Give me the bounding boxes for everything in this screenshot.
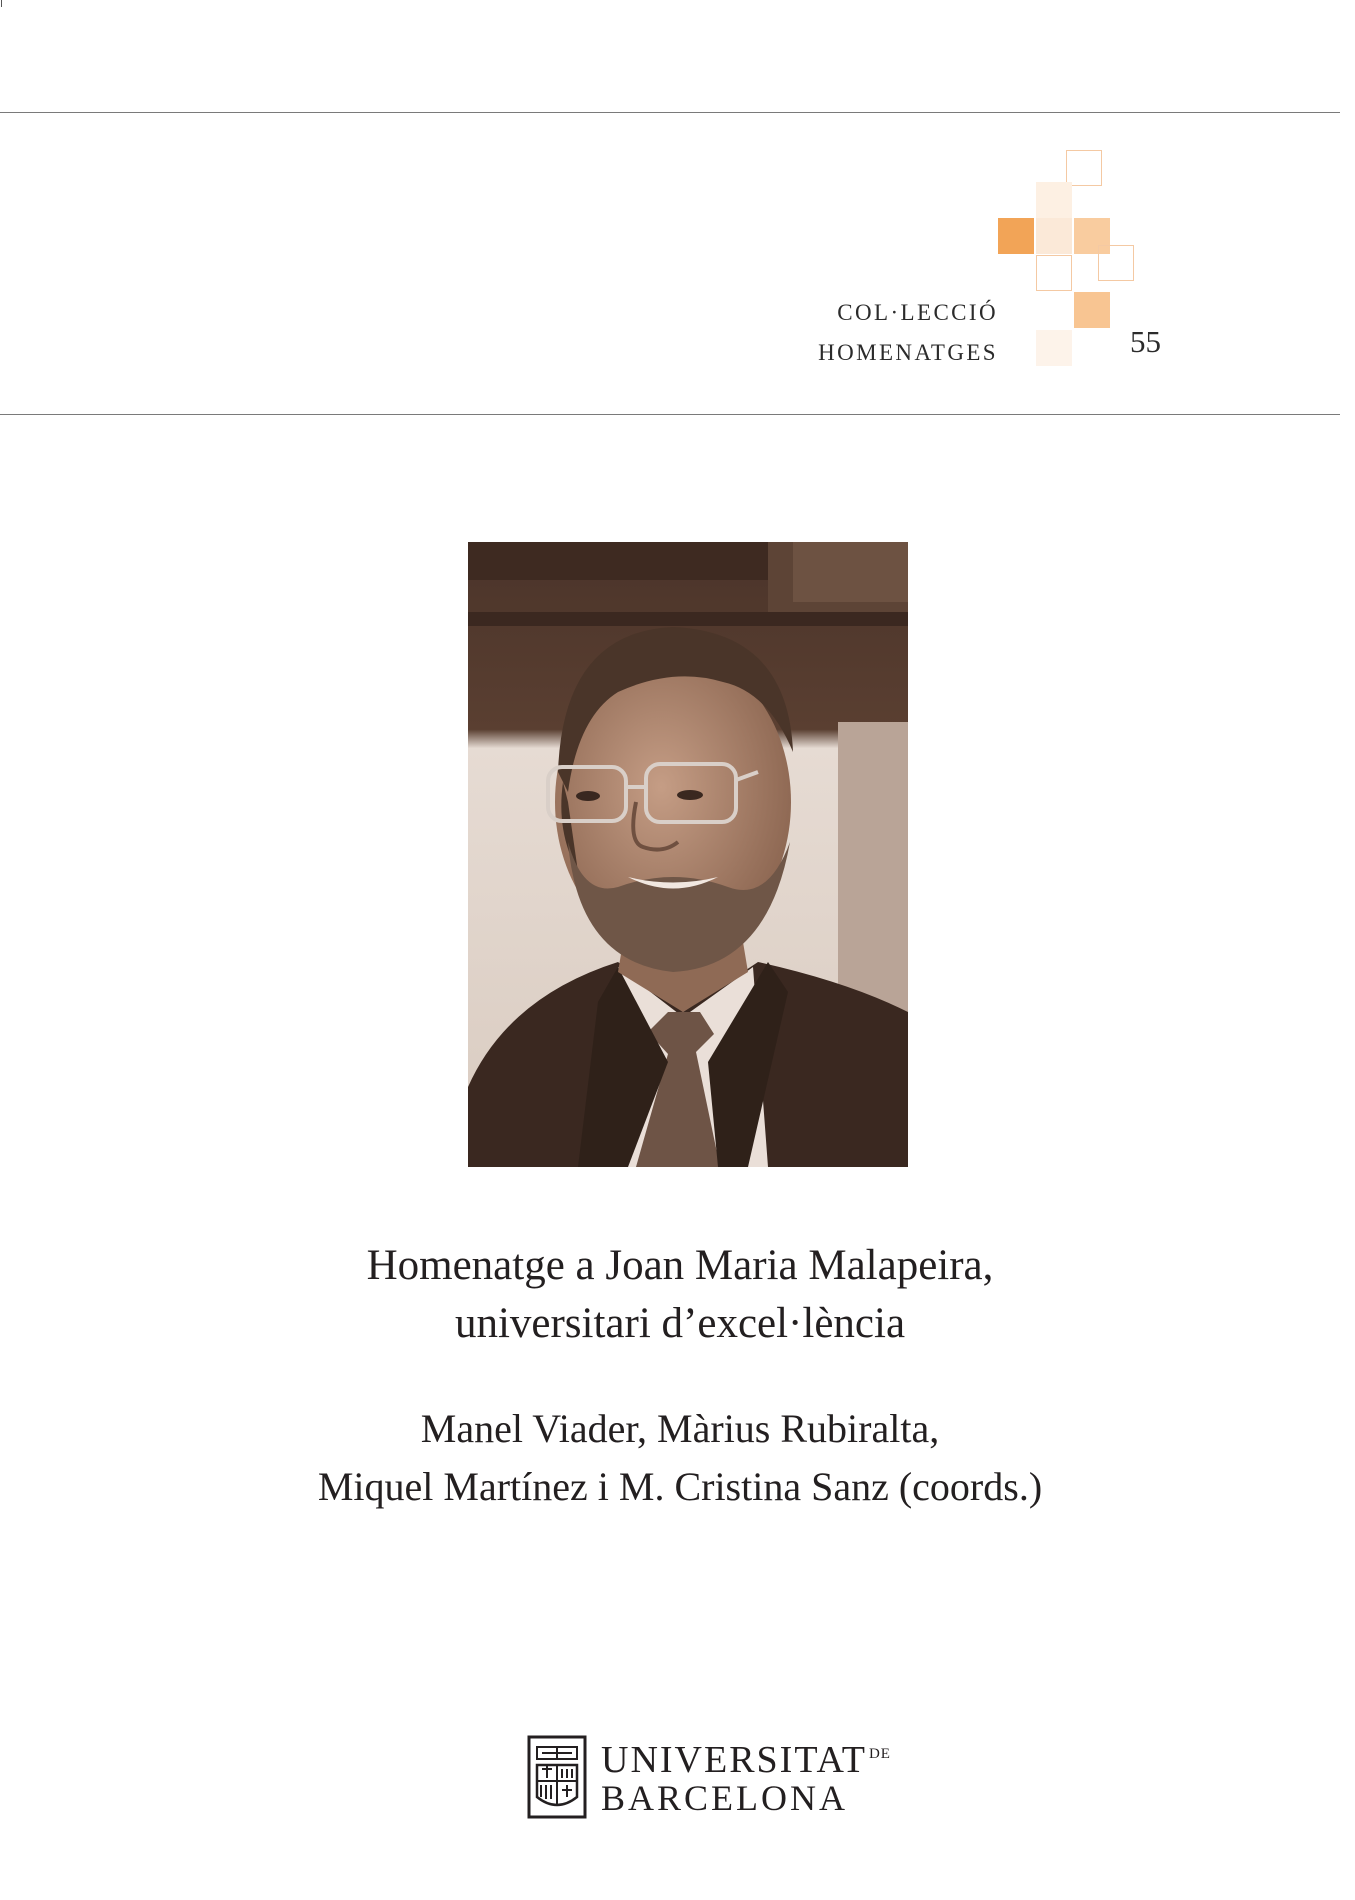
coordinators-line-2: Miquel Martínez i M. Cristina Sanz (coords.) [317, 1464, 1043, 1509]
crop-mark [1, 0, 2, 7]
motif-square [1074, 292, 1110, 328]
book-title-line-2: universitari d’excel·lència [454, 1300, 906, 1347]
coordinators-line-1: Manel Viader, Màrius Rubiralta, [420, 1406, 940, 1451]
motif-square [1036, 182, 1072, 218]
publisher-logo [527, 1735, 891, 1819]
publisher-name-line-2: BARCELONA [601, 1778, 849, 1818]
motif-square [1036, 330, 1072, 366]
series-line-2: HOMENATGES [818, 340, 998, 365]
publisher-name-line-1 [601, 1738, 891, 1782]
motif-square [1066, 150, 1102, 186]
publisher-de: DE [868, 1746, 891, 1762]
coordinators [150, 1400, 1210, 1516]
series-number: 55 [1130, 324, 1161, 359]
book-title [150, 1237, 1210, 1353]
university-seal-icon [527, 1735, 587, 1819]
portrait-photo [468, 542, 908, 1167]
series-line-1: COL·LECCIÓ [837, 300, 998, 325]
motif-square [1036, 218, 1072, 254]
bottom-rule [0, 414, 1340, 415]
motif-square [1074, 218, 1110, 254]
book-title-line-1: Homenatge a Joan Maria Malapeira, [366, 1242, 994, 1289]
motif-square [998, 218, 1034, 254]
motif-square [1098, 245, 1134, 281]
publisher-university: UNIVERSITAT [601, 1739, 867, 1781]
top-rule [0, 112, 1340, 113]
motif-square [1036, 255, 1072, 291]
series-name [730, 293, 998, 373]
